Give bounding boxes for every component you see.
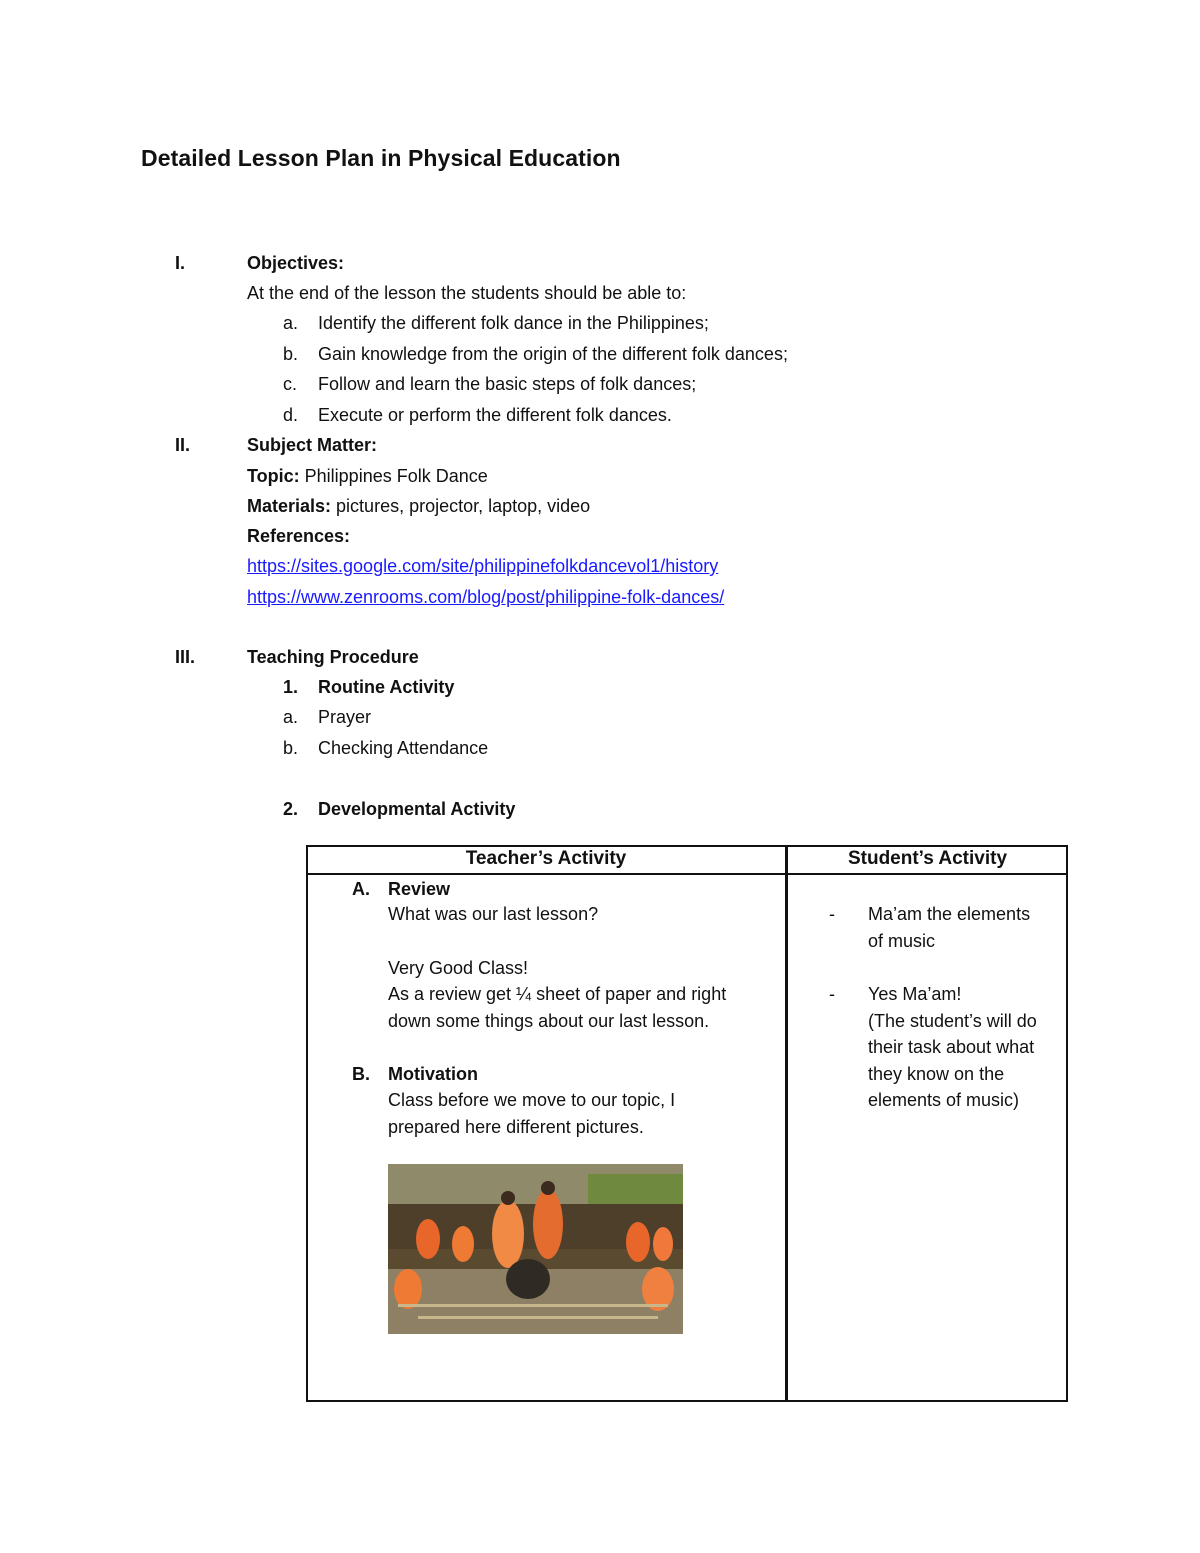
- student-line: elements of music): [868, 1090, 1020, 1110]
- student-line: their task about what: [868, 1037, 1035, 1057]
- objective-item: Execute or perform the different folk dances.: [318, 405, 672, 425]
- teacher-line: prepared here different pictures.: [388, 1117, 644, 1137]
- folk-dance-photo-graphic: [388, 1164, 683, 1334]
- bullet-dash: -: [829, 984, 835, 1004]
- section-numeral-subject: II.: [175, 435, 191, 455]
- teaching-procedure-heading: Teaching Procedure: [247, 647, 419, 667]
- objective-item: Follow and learn the basic steps of folk dances;: [318, 374, 697, 394]
- list-marker: 1.: [283, 677, 299, 697]
- teacher-line: Very Good Class!: [388, 958, 529, 978]
- routine-item: Checking Attendance: [318, 738, 489, 758]
- objectives-intro: At the end of the lesson the students should be able to:: [247, 283, 687, 303]
- list-marker: 2.: [283, 799, 299, 819]
- routine-item: Prayer: [318, 707, 372, 727]
- student-line: of music: [868, 931, 936, 951]
- materials-value: pictures, projector, laptop, video: [331, 496, 591, 516]
- folk-dance-photo: [388, 1164, 683, 1334]
- objective-item: Gain knowledge from the origin of the different folk dances;: [318, 344, 788, 364]
- reference-link[interactable]: https://www.zenrooms.com/blog/post/philippine-folk-dances/: [247, 587, 725, 607]
- objectives-heading: Objectives:: [247, 253, 345, 273]
- references-label: References:: [247, 526, 351, 546]
- teacher-activity-header: Teacher’s Activity: [465, 848, 627, 869]
- student-line: (The student’s will do: [868, 1011, 1037, 1031]
- section-numeral-procedure: III.: [175, 647, 196, 667]
- list-marker: a.: [283, 313, 299, 333]
- review-heading: Review: [388, 879, 451, 899]
- student-line: Ma’am the elements: [868, 904, 1031, 924]
- topic-label: Topic:: [247, 466, 300, 486]
- teacher-line: What was our last lesson?: [388, 904, 599, 924]
- topic-value: Philippines Folk Dance: [299, 466, 488, 486]
- developmental-activity-heading: Developmental Activity: [318, 799, 516, 819]
- table-header-divider: [306, 873, 1068, 875]
- materials-line: [247, 496, 590, 517]
- page-title: Detailed Lesson Plan in Physical Education: [141, 145, 621, 171]
- bullet-dash: -: [829, 904, 835, 924]
- list-marker: b.: [283, 738, 299, 758]
- student-activity-header: Student’s Activity: [847, 848, 1008, 869]
- list-marker: c.: [283, 374, 298, 394]
- list-marker: A.: [352, 879, 370, 899]
- objective-item: Identify the different folk dance in the Philippines;: [318, 313, 709, 333]
- subject-matter-heading: Subject Matter:: [247, 435, 378, 455]
- teacher-line: Class before we move to our topic, I: [388, 1090, 676, 1110]
- student-line: Yes Ma’am!: [868, 984, 962, 1004]
- teacher-line: As a review get ¼ sheet of paper and right: [388, 984, 727, 1004]
- motivation-heading: Motivation: [388, 1064, 478, 1084]
- student-line: they know on the: [868, 1064, 1005, 1084]
- reference-link[interactable]: https://sites.google.com/site/philippinefolkdancevol1/history: [247, 556, 719, 576]
- list-marker: b.: [283, 344, 299, 364]
- list-marker: a.: [283, 707, 299, 727]
- list-marker: d.: [283, 405, 299, 425]
- table-column-divider: [785, 845, 788, 1402]
- topic-line: [247, 466, 488, 487]
- list-marker: B.: [352, 1064, 370, 1084]
- routine-activity-heading: Routine Activity: [318, 677, 455, 697]
- materials-label: Materials:: [247, 496, 332, 516]
- teacher-line: down some things about our last lesson.: [388, 1011, 710, 1031]
- section-numeral-objectives: I.: [175, 253, 186, 273]
